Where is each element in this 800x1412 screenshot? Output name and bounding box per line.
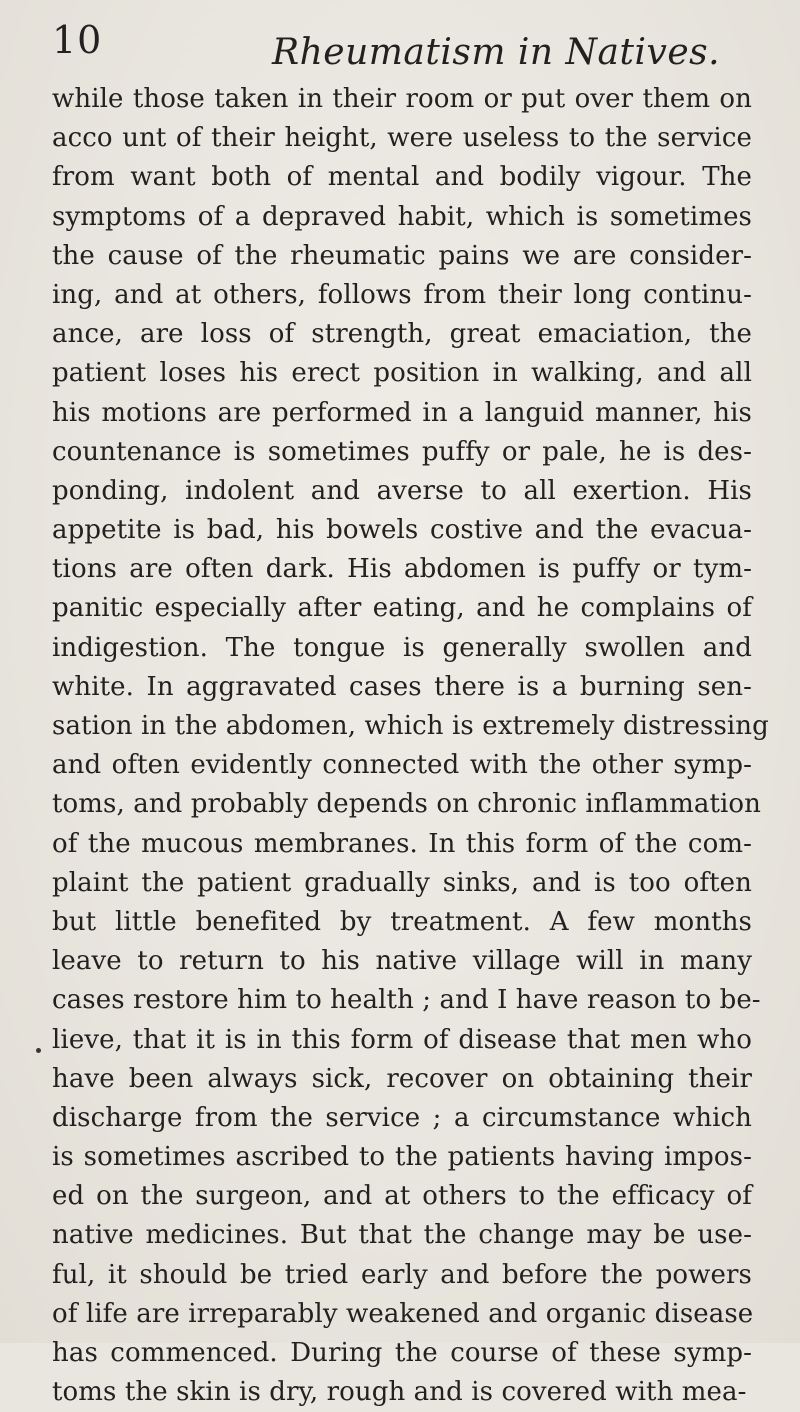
text-line: of life are irreparably weakened and organic disease bbox=[52, 1298, 754, 1329]
text-line: plaint the patient gradually sinks, and is too often bbox=[52, 867, 752, 898]
text-line: appetite is bad, his bowels costive and the evacua- bbox=[52, 515, 752, 546]
page-number: 10 bbox=[52, 18, 103, 62]
text-line: his motions are performed in a languid manner, his bbox=[52, 397, 752, 428]
text-line: patient loses his erect position in walking, and all bbox=[52, 358, 752, 389]
body-text bbox=[52, 80, 769, 1412]
text-line: the cause of the rheumatic pains we are consider- bbox=[52, 240, 752, 271]
text-line: native medicines. But that the change may be use- bbox=[52, 1220, 752, 1251]
text-line: acco unt of their height, were useless to the service bbox=[52, 123, 752, 154]
text-line: while those taken in their room or put over them on bbox=[52, 84, 752, 114]
text-line: panitic especially after eating, and he complains of bbox=[52, 593, 752, 624]
text-line: leave to return to his native village will in many bbox=[52, 946, 752, 977]
text-line: from want both of mental and bodily vigour. The bbox=[52, 162, 752, 193]
text-line: white. In aggravated cases there is a burning sen- bbox=[52, 671, 752, 702]
text-line: discharge from the service ; a circumstance which bbox=[52, 1102, 752, 1133]
page-header bbox=[52, 18, 742, 78]
text-line: sation in the abdomen, which is extremely distressing bbox=[52, 711, 769, 741]
text-line: countenance is sometimes puffy or pale, he is des- bbox=[52, 436, 752, 467]
ink-spot bbox=[36, 1048, 41, 1053]
text-line: of the mucous membranes. In this form of the com- bbox=[52, 828, 752, 859]
text-line: ance, are loss of strength, great emaciation, the bbox=[52, 319, 752, 350]
text-line: symptoms of a depraved habit, which is sometimes bbox=[52, 201, 752, 232]
text-line: tions are often dark. His abdomen is puffy or tym- bbox=[52, 554, 752, 585]
text-line: ponding, indolent and averse to all exertion. His bbox=[52, 475, 752, 506]
text-line: lieve, that it is in this form of disease that men who bbox=[52, 1024, 752, 1055]
text-line: cases restore him to health ; and I have reason to be- bbox=[52, 985, 761, 1016]
text-line: and often evidently connected with the other symp- bbox=[52, 750, 752, 781]
text-line: toms, and probably depends on chronic inflammation bbox=[52, 789, 762, 820]
text-line: is sometimes ascribed to the patients having impos- bbox=[52, 1142, 752, 1173]
text-line: ful, it should be tried early and before the powers bbox=[52, 1259, 752, 1290]
text-line: has commenced. During the course of these symp- bbox=[52, 1338, 752, 1368]
text-line: indigestion. The tongue is generally swollen and bbox=[52, 632, 752, 663]
text-line: have been always sick, recover on obtaining their bbox=[52, 1063, 752, 1094]
text-line: but little benefited by treatment. A few months bbox=[52, 906, 752, 937]
running-title: Rheumatism in Natives. bbox=[272, 32, 721, 73]
text-line: ed on the surgeon, and at others to the efficacy of bbox=[52, 1181, 752, 1212]
text-line: ing, and at others, follows from their long continu- bbox=[52, 279, 752, 310]
text-line: toms the skin is dry, rough and is covered with mea- bbox=[52, 1377, 747, 1408]
